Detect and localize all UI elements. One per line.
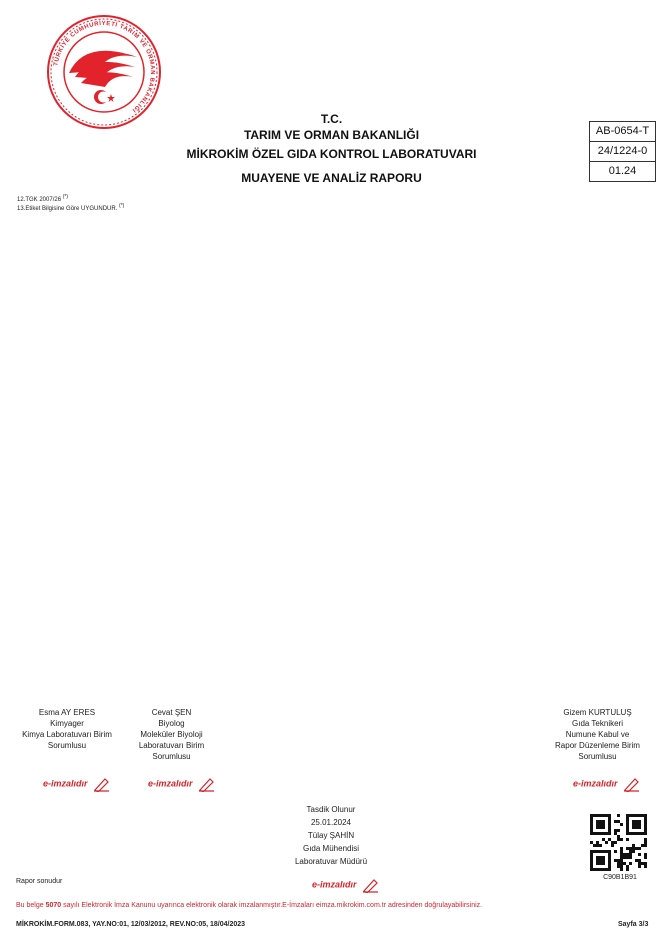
note-line-12: 12.TGK 2007/26 (*)	[17, 194, 68, 203]
signatory-1	[17, 707, 117, 751]
esign-stamp-2: e-imzalıdır	[148, 776, 216, 792]
svg-text:TÜRKİYE CUMHURİYETİ TARIM VE O: TÜRKİYE CUMHURİYETİ TARIM VE ORMAN BAKANLIĞI	[53, 20, 156, 114]
signatory-role: Moleküler Biyoloji	[140, 730, 203, 739]
signatory-role: Laboratuvarı Birim	[138, 741, 205, 750]
header-tc: T.C.	[320, 112, 343, 126]
page-number: Sayfa 3/3	[618, 921, 649, 928]
report-period: 01.24	[608, 165, 637, 177]
report-number: 24/1224-0	[590, 142, 655, 162]
signatory-role: Rapor Düzenleme Birim	[555, 741, 640, 750]
signatory-title: Gıda Teknikeri	[572, 719, 623, 728]
note-line-13: 13.Etiket Bilgisine Göre UYGUNDUR. (*)	[17, 203, 125, 212]
accreditation-code: AB-0654-T	[590, 122, 655, 142]
approval-role: Laboratuvar Müdürü	[294, 857, 368, 866]
signatory-name: Cevat ŞEN	[151, 708, 192, 717]
signatory-name: Esma AY ERES	[38, 708, 96, 717]
signatory-role: Sorumlusu	[47, 741, 87, 750]
signatory-3	[545, 707, 650, 762]
report-code-box	[589, 121, 656, 182]
qr-code	[590, 814, 647, 871]
pen-icon	[623, 776, 641, 792]
signatory-role: Numune Kabul ve	[565, 730, 630, 739]
report-title: MUAYENE VE ANALİZ RAPORU	[241, 171, 422, 185]
report-end-text: Rapor sonudur	[16, 878, 63, 885]
header-lab-name: MİKROKİM ÖZEL GIDA KONTROL LABORATUVARI	[186, 147, 477, 161]
header-ministry: TARIM VE ORMAN BAKANLIĞI	[243, 128, 420, 142]
signatory-role: Sorumlusu	[578, 752, 617, 761]
signatory-role: Kimya Laboratuvarı Birim	[22, 730, 112, 739]
signatory-role: Sorumlusu	[152, 752, 191, 761]
qr-code-text: C90B1B91	[603, 874, 637, 881]
pen-icon	[198, 776, 216, 792]
signatory-title: Biyolog	[158, 719, 185, 728]
pen-icon	[362, 877, 380, 893]
footer-form-id: MİKROKİM.FORM.083, YAY.NO:01, 12/03/2012, REV.NO:05, 18/04/2023	[16, 921, 246, 928]
esign-stamp-approval: e-imzalıdır	[312, 877, 380, 893]
approval-date: 25.01.2024	[310, 818, 352, 827]
approval-block	[271, 803, 391, 868]
approval-name: Tülay ŞAHİN	[307, 831, 355, 840]
signatory-title: Kimyager	[50, 719, 84, 728]
approval-heading: Tasdik Olunur	[306, 805, 356, 814]
law-number: 5070	[45, 902, 62, 909]
esign-stamp-3: e-imzalıdır	[573, 776, 641, 792]
pen-icon	[93, 776, 111, 792]
legal-notice: Bu belge 5070 sayılı Elektronik İmza Kanunu uyarınca elektronik olarak imzalanmıştır.E-İmzaları eimza.mikrokim.com.tr adresinden doğrulayabilirsiniz.	[16, 902, 483, 909]
approval-title: Gıda Mühendisi	[302, 844, 360, 853]
signatory-2	[124, 707, 219, 762]
signatory-name: Gizem KURTULUŞ	[563, 708, 632, 717]
esign-stamp-1: e-imzalıdır	[43, 776, 111, 792]
